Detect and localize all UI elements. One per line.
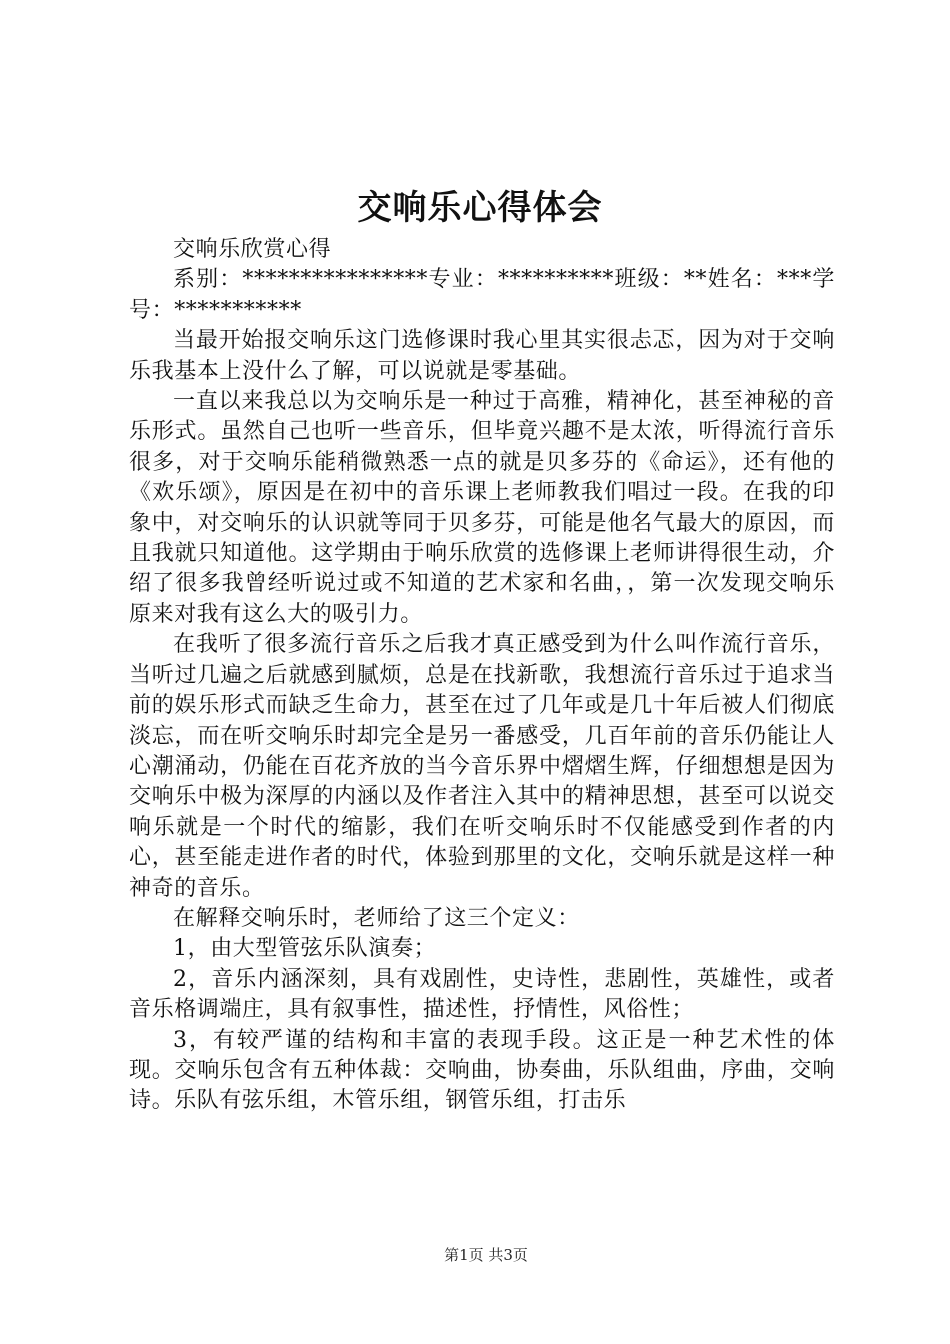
definition-item-3: 3，有较严谨的结构和丰富的表现手段。这正是一种艺术性的体现。交响乐包含有五种体裁：交响曲，协奏曲，乐队组曲，序曲，交响诗。乐队有弦乐组，木管乐组，钢管乐组，打击乐 xyxy=(129,1027,835,1114)
body-paragraph-4: 在解释交响乐时，老师给了这三个定义： xyxy=(173,905,580,931)
definition-item-2: 2，音乐内涵深刻，具有戏剧性，史诗性，悲剧性，英雄性，或者音乐格调端庄，具有叙事性，描述性，抒情性，风俗性； xyxy=(129,966,835,1023)
body-paragraph-1: 当最开始报交响乐这门选修课时我心里其实很忐忑，因为对于交响乐我基本上没什么了解，可以说就是零基础。 xyxy=(129,328,835,384)
student-info-paragraph: 系别：****************专业：**********班级：**姓名：***学号：*********** xyxy=(129,267,835,323)
body-paragraph-2: 一直以来我总以为交响乐是一种过于高雅，精神化，甚至神秘的音乐形式。虽然自己也听一些音乐，但毕竟兴趣不是太浓，听得流行音乐很多，对于交响乐能稍微熟悉一点的就是贝多芬的《命运》，还有他的《欢乐颂》，原因是在初中的音乐课上老师教我们唱过一段。在我的印象中，对交响乐的认识就等同于贝多芬，可能是他名气最大的原因，而且我就只知道他。这学期由于响乐欣赏的选修课上老师讲得很生动，介绍了很多我曾经听说过或不知道的艺术家和名曲，，第一次发现交响乐原来对我有这么大的吸引力。 xyxy=(129,389,835,627)
definition-item-1: 1，由大型管弦乐队演奏； xyxy=(173,936,437,962)
body-paragraph-3: 在我听了很多流行音乐之后我才真正感受到为什么叫作流行音乐，当听过几遍之后就感到腻烦，总是在找新歌，我想流行音乐过于追求当前的娱乐形式而缺乏生命力，甚至在过了几年或是几十年后被人们彻底淡忘，而在听交响乐时却完全是另一番感受，几百年前的音乐仍能让人心潮涌动，仍能在百花齐放的当今音乐界中熠熠生辉，仔细想想是因为交响乐中极为深厚的内涵以及作者注入其中的精神思想，甚至可以说交响乐就是一个时代的缩影，我们在听交响乐时不仅能感受到作者的内心，甚至能走进作者的时代，体验到那里的文化，交响乐就是这样一种神奇的音乐。 xyxy=(129,632,835,901)
document-body xyxy=(129,235,835,1117)
page-footer: 第1页 共3页 xyxy=(444,1246,528,1264)
subtitle-paragraph: 交响乐欣赏心得 xyxy=(173,237,332,262)
document-title: 交响乐心得体会 xyxy=(357,188,603,228)
